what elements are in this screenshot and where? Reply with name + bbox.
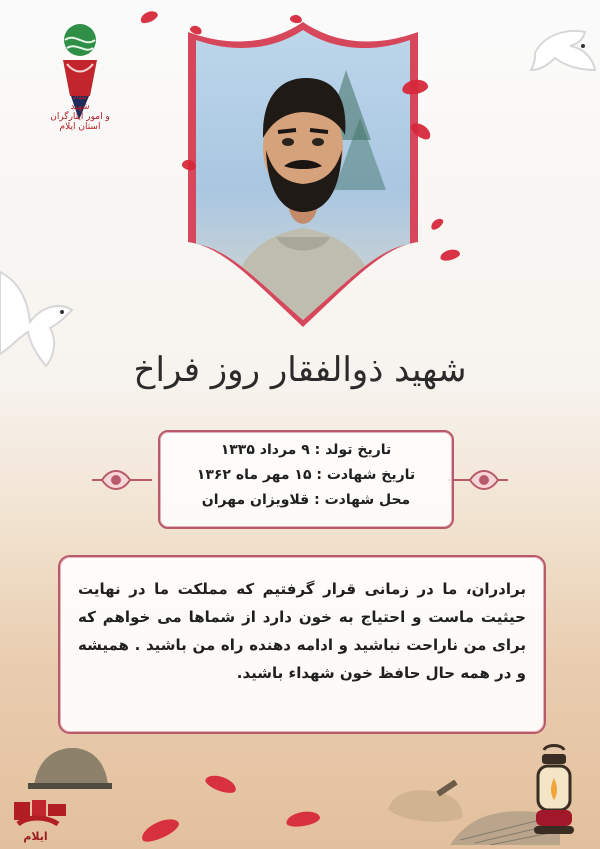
info-box — [158, 430, 454, 529]
quote-text: برادران، ما در زمانی قرار گرفتیم که مملکت ما در نهایت حیثیت ماست و احتیاج به خون دارد از شماها می خواهم که برای من ناراحت نباشید و ادامه دهنده راه من باشید . همیشه و در همه حال حافظ خون شهداء باشید. — [78, 580, 526, 682]
petal-icon — [429, 216, 445, 231]
logo-line-1: بنیاد — [72, 92, 88, 102]
lantern-icon — [528, 742, 580, 838]
petal-icon — [204, 772, 239, 796]
petal-icon — [285, 809, 321, 829]
martyrdom-date: تاریخ شهادت : ۱۵ مهر ماه ۱۳۶۲ — [196, 467, 416, 483]
logo-line-2: شهید — [70, 102, 90, 112]
petal-icon — [138, 814, 181, 845]
portrait-frame — [188, 22, 418, 332]
helmet-icon — [28, 742, 112, 792]
birth-date: تاریخ تولد : ۹ مرداد ۱۳۳۵ — [220, 442, 392, 458]
ornament-icon — [448, 460, 508, 500]
logo-line-4: استان ایلام — [59, 122, 101, 132]
dove-icon — [525, 18, 600, 93]
logo-text — [26, 92, 134, 132]
quote-box — [58, 555, 546, 734]
logo-line-3: و امور ایثارگران — [50, 112, 110, 122]
martyrdom-place: محل شهادت : قلاویزان مهران — [201, 492, 411, 508]
person-icon — [196, 30, 410, 320]
petal-icon — [439, 248, 461, 263]
martyr-name: شهید ذوالفقار روز فراخ — [133, 350, 467, 390]
petal-icon — [139, 9, 160, 26]
city-label: ایلام — [23, 830, 48, 843]
martyr-photo — [196, 30, 410, 320]
ornament-icon — [92, 460, 152, 500]
